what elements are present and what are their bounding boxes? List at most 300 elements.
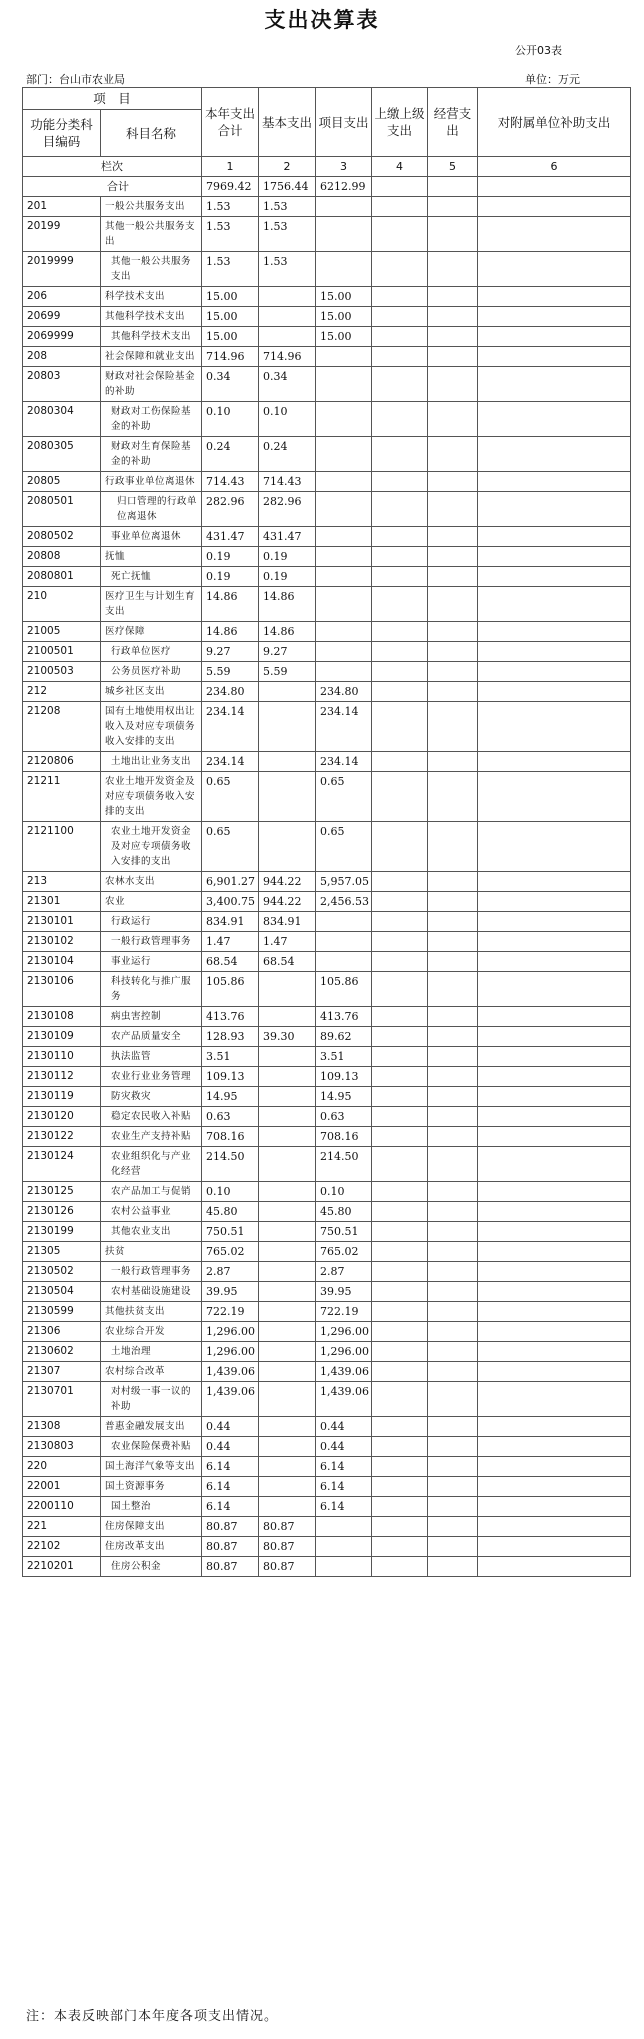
table-row: [23, 587, 631, 622]
row-subsidiary: [478, 1282, 631, 1302]
row-total: 1.53: [202, 217, 259, 252]
row-upper: [372, 972, 428, 1007]
row-business: [428, 972, 478, 1007]
row-total: 1.53: [202, 197, 259, 217]
row-business: [428, 1437, 478, 1457]
row-code: 2130701: [23, 1382, 101, 1417]
row-basic: 714.43: [259, 472, 316, 492]
row-project: [316, 1557, 372, 1577]
row-total: 1,296.00: [202, 1342, 259, 1362]
row-total: 14.95: [202, 1087, 259, 1107]
row-name: 国土整治: [101, 1497, 202, 1517]
row-subsidiary: [478, 1557, 631, 1577]
row-code: 201: [23, 197, 101, 217]
row-subsidiary: [478, 772, 631, 822]
row-basic: [259, 1127, 316, 1147]
row-subsidiary: [478, 1127, 631, 1147]
row-upper: [372, 1537, 428, 1557]
row-upper: [372, 772, 428, 822]
row-name: 其他科学技术支出: [101, 327, 202, 347]
row-code: 20803: [23, 367, 101, 402]
row-name: 农业组织化与产业化经营: [101, 1147, 202, 1182]
total-upper: [372, 177, 428, 197]
row-project: 0.44: [316, 1417, 372, 1437]
row-project: [316, 472, 372, 492]
row-name: 农业生产支持补贴: [101, 1127, 202, 1147]
row-business: [428, 1262, 478, 1282]
row-subsidiary: [478, 1362, 631, 1382]
row-project: 89.62: [316, 1027, 372, 1047]
row-upper: [372, 752, 428, 772]
row-code: 2019999: [23, 252, 101, 287]
row-code: 2130125: [23, 1182, 101, 1202]
row-business: [428, 347, 478, 367]
row-project: 0.44: [316, 1437, 372, 1457]
row-code: 2121100: [23, 822, 101, 872]
row-business: [428, 327, 478, 347]
row-subsidiary: [478, 912, 631, 932]
row-subsidiary: [478, 1302, 631, 1322]
row-business: [428, 1302, 478, 1322]
row-upper: [372, 1302, 428, 1322]
row-total: 431.47: [202, 527, 259, 547]
row-basic: [259, 327, 316, 347]
row-basic: [259, 1437, 316, 1457]
row-code: 210: [23, 587, 101, 622]
row-basic: [259, 1087, 316, 1107]
row-name: 农产品加工与促销: [101, 1182, 202, 1202]
row-subsidiary: [478, 752, 631, 772]
row-total: 0.19: [202, 567, 259, 587]
table-row: [23, 1557, 631, 1577]
row-basic: [259, 307, 316, 327]
row-code: 2130106: [23, 972, 101, 1007]
row-basic: 39.30: [259, 1027, 316, 1047]
row-code: 21307: [23, 1362, 101, 1382]
total-project: 6212.99: [316, 177, 372, 197]
row-name: 一般行政管理事务: [101, 1262, 202, 1282]
row-upper: [372, 1362, 428, 1382]
row-business: [428, 1537, 478, 1557]
row-total: 14.86: [202, 587, 259, 622]
row-subsidiary: [478, 822, 631, 872]
row-name: 农业: [101, 892, 202, 912]
table-row: [23, 642, 631, 662]
row-upper: [372, 1342, 428, 1362]
row-total: 214.50: [202, 1147, 259, 1182]
table-row: [23, 1382, 631, 1417]
table-row: [23, 1302, 631, 1322]
row-name: 住房保障支出: [101, 1517, 202, 1537]
row-project: 0.65: [316, 822, 372, 872]
table-row: [23, 622, 631, 642]
row-name: 普惠金融发展支出: [101, 1417, 202, 1437]
row-project: 45.80: [316, 1202, 372, 1222]
row-code: 2130124: [23, 1147, 101, 1182]
row-total: 3,400.75: [202, 892, 259, 912]
row-subsidiary: [478, 642, 631, 662]
row-business: [428, 682, 478, 702]
row-business: [428, 492, 478, 527]
department-label: 部门：台山市农业局: [26, 73, 125, 86]
row-code: 2130101: [23, 912, 101, 932]
table-row: [23, 1242, 631, 1262]
row-upper: [372, 622, 428, 642]
table-row: [23, 1342, 631, 1362]
row-basic: [259, 287, 316, 307]
row-basic: [259, 1497, 316, 1517]
row-business: [428, 217, 478, 252]
row-subsidiary: [478, 1342, 631, 1362]
row-total: 0.65: [202, 772, 259, 822]
row-upper: [372, 567, 428, 587]
table-row: [23, 1537, 631, 1557]
row-basic: 1.53: [259, 252, 316, 287]
row-total: 39.95: [202, 1282, 259, 1302]
row-total: 80.87: [202, 1557, 259, 1577]
row-name: 农业综合开发: [101, 1322, 202, 1342]
row-project: [316, 367, 372, 402]
row-code: 21211: [23, 772, 101, 822]
row-project: [316, 912, 372, 932]
row-business: [428, 1107, 478, 1127]
row-upper: [372, 287, 428, 307]
row-basic: [259, 1417, 316, 1437]
row-code: 2120806: [23, 752, 101, 772]
table-row: [23, 1497, 631, 1517]
row-name: 医疗保障: [101, 622, 202, 642]
row-subsidiary: [478, 1202, 631, 1222]
row-code: 2130120: [23, 1107, 101, 1127]
row-name: 国土资源事务: [101, 1477, 202, 1497]
row-code: 2130126: [23, 1202, 101, 1222]
row-upper: [372, 1382, 428, 1417]
row-basic: 14.86: [259, 587, 316, 622]
header-col-business: 经营支出: [428, 88, 478, 157]
row-total: 282.96: [202, 492, 259, 527]
col-index-6: 6: [478, 157, 631, 177]
row-basic: 1.53: [259, 197, 316, 217]
header-func-code: 功能分类科目编码: [23, 110, 101, 157]
row-subsidiary: [478, 217, 631, 252]
row-basic: 282.96: [259, 492, 316, 527]
row-total: 0.10: [202, 402, 259, 437]
row-name: 对村级一事一议的补助: [101, 1382, 202, 1417]
table-row: [23, 1027, 631, 1047]
row-code: 2130122: [23, 1127, 101, 1147]
row-name: 科学技术支出: [101, 287, 202, 307]
table-row: [23, 547, 631, 567]
table-row: [23, 772, 631, 822]
row-basic: 0.10: [259, 402, 316, 437]
row-project: 708.16: [316, 1127, 372, 1147]
row-subsidiary: [478, 872, 631, 892]
row-upper: [372, 547, 428, 567]
row-code: 2100501: [23, 642, 101, 662]
row-project: 0.63: [316, 1107, 372, 1127]
row-project: 0.65: [316, 772, 372, 822]
row-name: 防灾救灾: [101, 1087, 202, 1107]
row-business: [428, 1382, 478, 1417]
row-code: 212: [23, 682, 101, 702]
row-code: 2130112: [23, 1067, 101, 1087]
row-name: 财政对社会保险基金的补助: [101, 367, 202, 402]
row-subsidiary: [478, 1007, 631, 1027]
row-basic: 0.19: [259, 547, 316, 567]
table-row: [23, 437, 631, 472]
row-basic: [259, 1362, 316, 1382]
row-code: 221: [23, 1517, 101, 1537]
row-basic: [259, 822, 316, 872]
row-code: 208: [23, 347, 101, 367]
row-business: [428, 527, 478, 547]
row-business: [428, 752, 478, 772]
row-upper: [372, 1417, 428, 1437]
row-business: [428, 952, 478, 972]
row-subsidiary: [478, 347, 631, 367]
row-subsidiary: [478, 1537, 631, 1557]
row-code: 2130102: [23, 932, 101, 952]
row-business: [428, 892, 478, 912]
row-subsidiary: [478, 1517, 631, 1537]
row-code: 2080305: [23, 437, 101, 472]
row-code: 2130108: [23, 1007, 101, 1027]
row-name: 其他一般公共服务支出: [101, 217, 202, 252]
row-business: [428, 1027, 478, 1047]
row-project: 6.14: [316, 1497, 372, 1517]
row-code: 2080502: [23, 527, 101, 547]
row-subsidiary: [478, 472, 631, 492]
row-project: [316, 952, 372, 972]
row-basic: 5.59: [259, 662, 316, 682]
row-name: 一般公共服务支出: [101, 197, 202, 217]
row-project: [316, 567, 372, 587]
row-name: 科技转化与推广服务: [101, 972, 202, 1007]
row-total: 1.47: [202, 932, 259, 952]
row-basic: [259, 1007, 316, 1027]
total-sum: 7969.42: [202, 177, 259, 197]
row-upper: [372, 1557, 428, 1577]
header-subject-name: 科目名称: [101, 110, 202, 157]
row-total: 1,439.06: [202, 1362, 259, 1382]
row-total: 15.00: [202, 307, 259, 327]
row-subsidiary: [478, 1477, 631, 1497]
row-code: 21301: [23, 892, 101, 912]
row-total: 6,901.27: [202, 872, 259, 892]
row-name: 其他科学技术支出: [101, 307, 202, 327]
row-name: 土地治理: [101, 1342, 202, 1362]
row-business: [428, 252, 478, 287]
row-total: 6.14: [202, 1497, 259, 1517]
row-upper: [372, 1067, 428, 1087]
row-basic: [259, 1067, 316, 1087]
table-body: [23, 157, 631, 1577]
row-code: 22001: [23, 1477, 101, 1497]
row-upper: [372, 872, 428, 892]
row-total: 0.10: [202, 1182, 259, 1202]
row-code: 21306: [23, 1322, 101, 1342]
row-name: 扶贫: [101, 1242, 202, 1262]
row-code: 2130109: [23, 1027, 101, 1047]
row-code: 2080501: [23, 492, 101, 527]
row-business: [428, 662, 478, 682]
row-total: 6.14: [202, 1477, 259, 1497]
row-basic: [259, 1342, 316, 1362]
row-name: 稳定农民收入补贴: [101, 1107, 202, 1127]
row-basic: [259, 1147, 316, 1182]
row-name: 行政运行: [101, 912, 202, 932]
row-basic: [259, 1322, 316, 1342]
row-subsidiary: [478, 1222, 631, 1242]
row-upper: [372, 307, 428, 327]
row-project: 234.14: [316, 752, 372, 772]
row-upper: [372, 1477, 428, 1497]
row-subsidiary: [478, 1322, 631, 1342]
row-subsidiary: [478, 952, 631, 972]
row-total: 109.13: [202, 1067, 259, 1087]
row-project: 15.00: [316, 287, 372, 307]
row-basic: [259, 1047, 316, 1067]
row-project: 0.10: [316, 1182, 372, 1202]
row-name: 土地出让业务支出: [101, 752, 202, 772]
row-total: 5.59: [202, 662, 259, 682]
row-business: [428, 1282, 478, 1302]
row-basic: [259, 682, 316, 702]
row-business: [428, 1127, 478, 1147]
row-code: 2130602: [23, 1342, 101, 1362]
row-subsidiary: [478, 1087, 631, 1107]
row-subsidiary: [478, 252, 631, 287]
row-code: 20199: [23, 217, 101, 252]
row-subsidiary: [478, 1067, 631, 1087]
table-row: [23, 1222, 631, 1242]
row-subsidiary: [478, 1497, 631, 1517]
row-project: 722.19: [316, 1302, 372, 1322]
row-upper: [372, 1127, 428, 1147]
row-upper: [372, 892, 428, 912]
row-name: 病虫害控制: [101, 1007, 202, 1027]
row-total: 0.63: [202, 1107, 259, 1127]
row-subsidiary: [478, 702, 631, 752]
table-row: [23, 752, 631, 772]
row-code: 22102: [23, 1537, 101, 1557]
table-row: [23, 367, 631, 402]
row-basic: 1.47: [259, 932, 316, 952]
row-project: [316, 642, 372, 662]
header-item: 项 目: [23, 88, 202, 110]
row-code: 2130119: [23, 1087, 101, 1107]
row-code: 2080801: [23, 567, 101, 587]
row-subsidiary: [478, 587, 631, 622]
col-index-4: 4: [372, 157, 428, 177]
row-name: 农业保险保费补贴: [101, 1437, 202, 1457]
row-project: 2.87: [316, 1262, 372, 1282]
row-basic: 80.87: [259, 1537, 316, 1557]
row-basic: [259, 1282, 316, 1302]
header-col-project: 项目支出: [316, 88, 372, 157]
row-subsidiary: [478, 1147, 631, 1182]
row-project: 5,957.05: [316, 872, 372, 892]
row-total: 15.00: [202, 327, 259, 347]
row-name: 农村公益事业: [101, 1202, 202, 1222]
header-col-basic: 基本支出: [259, 88, 316, 157]
row-subsidiary: [478, 892, 631, 912]
table-row: [23, 1437, 631, 1457]
row-upper: [372, 1437, 428, 1457]
row-total: 0.34: [202, 367, 259, 402]
row-business: [428, 472, 478, 492]
row-name: 农产品质量安全: [101, 1027, 202, 1047]
table-row: [23, 197, 631, 217]
row-total: 234.14: [202, 752, 259, 772]
row-name: 国土海洋气象等支出: [101, 1457, 202, 1477]
row-basic: [259, 1382, 316, 1417]
row-subsidiary: [478, 1047, 631, 1067]
row-name: 死亡抚恤: [101, 567, 202, 587]
footnote: 注：本表反映部门本年度各项支出情况。: [26, 2009, 279, 2024]
row-name: 执法监管: [101, 1047, 202, 1067]
row-basic: [259, 1107, 316, 1127]
row-total: 0.44: [202, 1417, 259, 1437]
row-name: 一般行政管理事务: [101, 932, 202, 952]
row-project: 765.02: [316, 1242, 372, 1262]
row-business: [428, 822, 478, 872]
row-project: [316, 402, 372, 437]
row-subsidiary: [478, 1027, 631, 1047]
row-subsidiary: [478, 367, 631, 402]
row-upper: [372, 932, 428, 952]
row-basic: [259, 772, 316, 822]
row-basic: [259, 1222, 316, 1242]
row-total: 3.51: [202, 1047, 259, 1067]
row-total: 750.51: [202, 1222, 259, 1242]
row-total: 413.76: [202, 1007, 259, 1027]
row-business: [428, 772, 478, 822]
row-code: 21208: [23, 702, 101, 752]
row-total: 708.16: [202, 1127, 259, 1147]
row-project: [316, 1537, 372, 1557]
row-project: 413.76: [316, 1007, 372, 1027]
row-business: [428, 1242, 478, 1262]
row-upper: [372, 197, 428, 217]
row-basic: [259, 1242, 316, 1262]
row-business: [428, 197, 478, 217]
row-business: [428, 872, 478, 892]
row-project: 750.51: [316, 1222, 372, 1242]
row-business: [428, 307, 478, 327]
row-subsidiary: [478, 622, 631, 642]
table-row: [23, 347, 631, 367]
row-upper: [372, 1087, 428, 1107]
row-name: 财政对生育保险基金的补助: [101, 437, 202, 472]
row-total: 6.14: [202, 1457, 259, 1477]
row-upper: [372, 1517, 428, 1537]
row-project: [316, 347, 372, 367]
row-basic: 9.27: [259, 642, 316, 662]
row-subsidiary: [478, 527, 631, 547]
row-upper: [372, 662, 428, 682]
row-project: 15.00: [316, 307, 372, 327]
row-total: 722.19: [202, 1302, 259, 1322]
row-total: 9.27: [202, 642, 259, 662]
table-row: [23, 1477, 631, 1497]
row-subsidiary: [478, 682, 631, 702]
row-business: [428, 1067, 478, 1087]
row-basic: 14.86: [259, 622, 316, 642]
row-subsidiary: [478, 932, 631, 952]
row-business: [428, 1322, 478, 1342]
table-row: [23, 892, 631, 912]
